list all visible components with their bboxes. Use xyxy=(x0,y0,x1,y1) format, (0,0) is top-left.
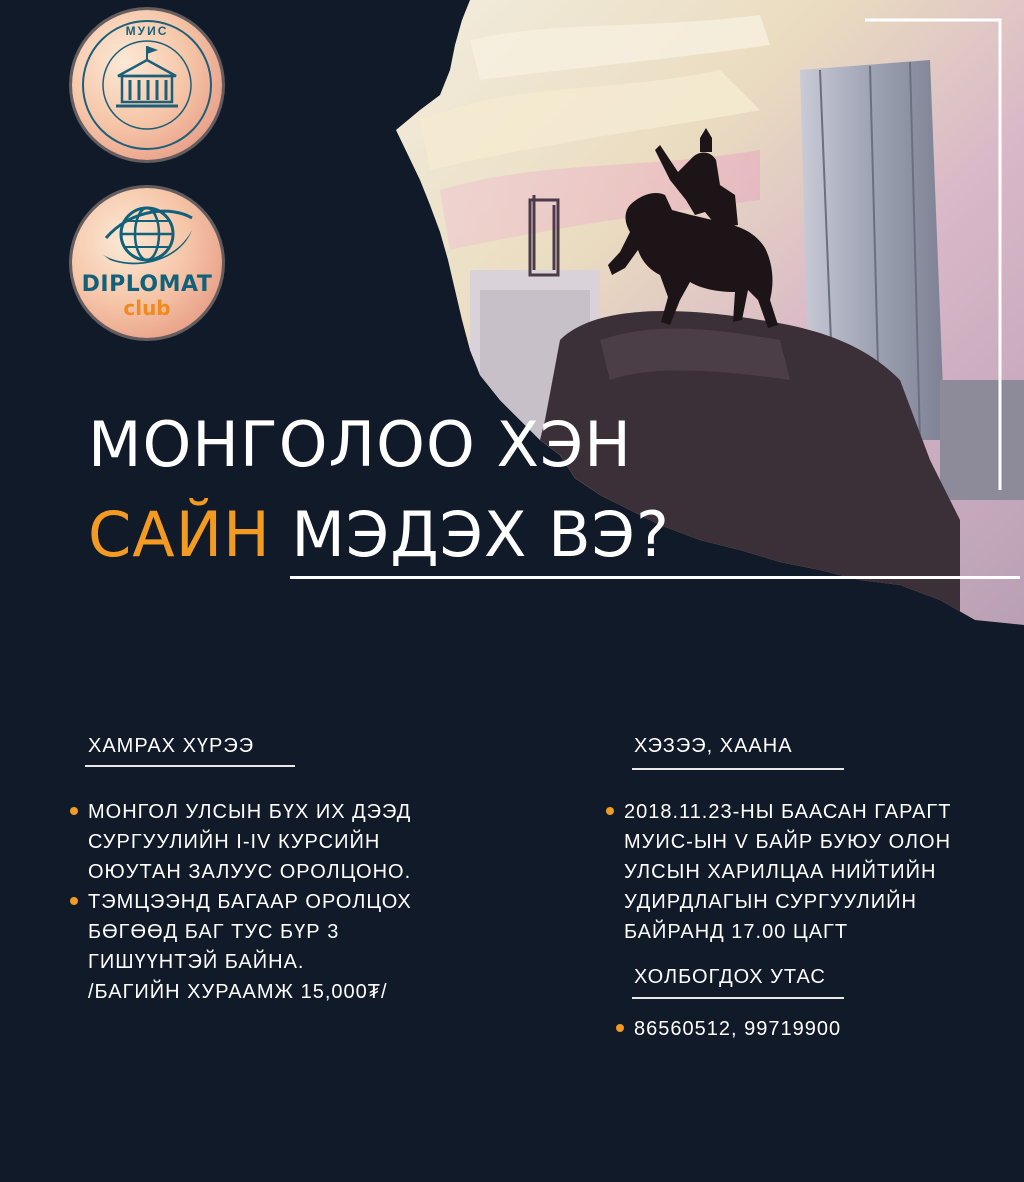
muis-logo xyxy=(72,10,222,160)
contact-heading-rule xyxy=(632,997,844,999)
title-line-2 xyxy=(88,498,670,571)
when-where-heading: ХЭЗЭЭ, ХААНА xyxy=(634,735,793,757)
list-item: ТЭМЦЭЭНД БАГААР ОРОЛЦОХ БӨГӨӨД БАГ ТУС БҮР 3 ГИШҮҮНТЭЙ БАЙНА. /БАГИЙН ХУРААМЖ 15,000₮/ xyxy=(70,887,490,1007)
when-where-heading-rule xyxy=(632,768,844,770)
diplomat-word: DIPLOMAT xyxy=(81,272,213,297)
title-underline xyxy=(290,576,1020,579)
list-item: МОНГОЛ УЛСЫН БҮХ ИХ ДЭЭД СУРГУУЛИЙН I-IV КУРСИЙН ОЮУТАН ЗАЛУУС ОРОЛЦОНО. xyxy=(70,797,490,887)
scope-list xyxy=(70,797,490,1007)
contact-list xyxy=(616,1014,1016,1044)
title-line-1: МОНГОЛОО ХЭН xyxy=(88,408,632,481)
bullet-dot-icon xyxy=(616,1024,624,1032)
title-line-2-rest: МЭДЭХ ВЭ? xyxy=(270,498,670,571)
bullet-dot-icon xyxy=(70,897,78,905)
contact-heading: ХОЛБОГДОХ УТАС xyxy=(634,966,826,988)
list-item: 86560512, 99719900 xyxy=(616,1014,1016,1044)
scope-heading-rule xyxy=(85,765,295,767)
diplomat-club-logo xyxy=(72,188,222,338)
list-item: 2018.11.23-НЫ БААСАН ГАРАГТ МУИС-ЫН V БАЙР БУЮУ ОЛОН УЛСЫН ХАРИЛЦАА НИЙТИЙН УДИРДЛАГЫН СУРГУУЛИЙН БАЙРАНД 17.00 ЦАГТ xyxy=(606,797,1016,947)
muis-logo-text: МУИС xyxy=(125,24,169,38)
club-word: club xyxy=(123,296,171,320)
when-where-list xyxy=(606,797,1016,947)
scope-heading: ХАМРАХ ХҮРЭЭ xyxy=(88,735,255,757)
bullet-dot-icon xyxy=(606,807,614,815)
bullet-dot-icon xyxy=(70,807,78,815)
title-accent-word: САЙН xyxy=(88,498,271,571)
